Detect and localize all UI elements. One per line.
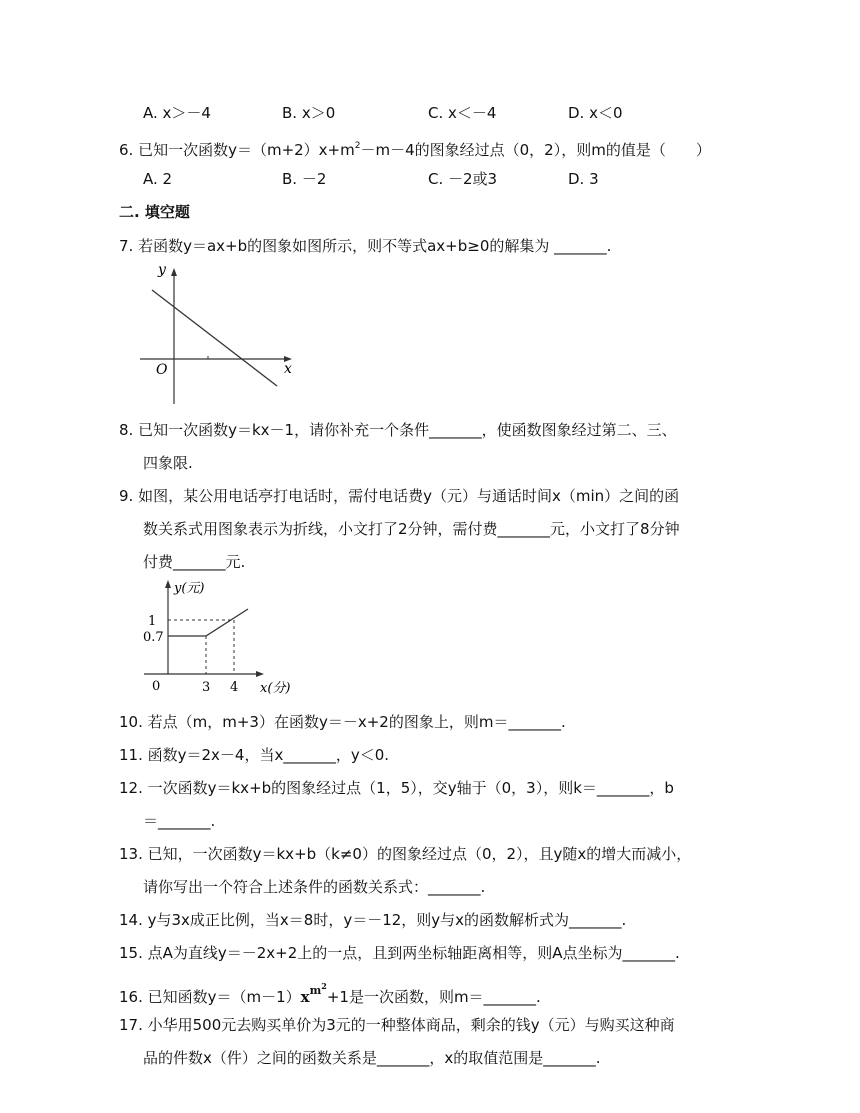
graph-q7-line	[152, 290, 277, 386]
question-9-line-1: 9. 如图，某公用电话亭打电话时，需付电话费y（元）与通话时间x（min）之间的函	[119, 487, 680, 505]
question-9-line-3: 付费_______元.	[143, 553, 246, 571]
graph-q9-x-label: x(分)	[260, 681, 291, 696]
q5-option-b: B. x＞0	[282, 104, 336, 122]
q6-option-d: D. 3	[568, 170, 599, 188]
graph-q9-x-tick-4: 4	[230, 680, 239, 695]
question-16	[119, 976, 541, 1007]
question-8-line-1: 8. 已知一次函数y＝kx－1，请你补充一个条件_______，使函数图象经过第二、三、	[119, 421, 677, 439]
q6-option-c: C. －2或3	[428, 170, 498, 188]
question-6	[119, 136, 711, 160]
q6-superscript: 2	[354, 141, 361, 151]
q5-option-c: C. x＜－4	[428, 104, 497, 122]
question-10: 10. 若点（m，m+3）在函数y＝－x+2的图象上，则m＝_______.	[119, 713, 566, 731]
q5-option-a: A. x＞－4	[143, 104, 211, 122]
question-12-line-1: 12. 一次函数y＝kx+b的图象经过点（1，5），交y轴于（0，3），则k＝_______，b	[119, 779, 674, 797]
q16-exponent	[309, 981, 327, 997]
graph-q9-polyline	[168, 609, 248, 636]
graph-q7-y-label: y	[158, 262, 166, 278]
question-17-line-2: 品的件数x（件）之间的函数关系是_______，x的取值范围是_______.	[143, 1049, 601, 1067]
question-9-line-2: 数关系式用图象表示为折线，小文打了2分钟，需付费_______元，小文打了8分钟	[143, 520, 680, 538]
question-17-line-1: 17. 小华用500元去购买单价为3元的一种整体商品，剩余的钱y（元）与购买这种商	[119, 1016, 675, 1034]
question-13-line-1: 13. 已知，一次函数y＝kx+b（k≠0）的图象经过点（0，2），且y随x的增大而减小，	[119, 845, 692, 863]
section-title-fill-in: 二. 填空题	[119, 203, 190, 221]
q16-base-x: x	[300, 988, 310, 1006]
graph-q9-y-tick-1: 1	[148, 614, 157, 629]
question-12-line-2: ＝_______.	[143, 812, 216, 830]
question-13-line-2: 请你写出一个符合上述条件的函数关系式：_______.	[143, 878, 486, 896]
q16-text-start: 16. 已知函数y＝（m－1）	[119, 988, 301, 1006]
graph-q9-y-arrow	[165, 580, 171, 588]
question-8-line-2: 四象限.	[143, 454, 193, 472]
q5-option-d: D. x＜0	[568, 104, 623, 122]
question-7: 7. 若函数y＝ax+b的图象如图所示，则不等式ax+b≥0的解集为 _______.	[119, 237, 612, 255]
graph-q9	[138, 576, 318, 700]
q16-text-end: +1是一次函数，则m＝_______.	[326, 988, 541, 1006]
graph-q7-origin-label: O	[156, 362, 168, 378]
q6-text-start: 6. 已知一次函数y＝（m+2）x+m	[119, 141, 355, 159]
q6-text-end: －m－4的图象经过点（0，2），则m的值是（ ）	[360, 141, 711, 159]
question-11: 11. 函数y＝2x－4，当x_______，y＜0.	[119, 746, 390, 764]
graph-q9-origin-label: 0	[152, 679, 161, 694]
question-14: 14. y与3x成正比例，当x＝8时，y＝－12，则y与x的函数解析式为_______.	[119, 911, 627, 929]
q6-option-a: A. 2	[143, 170, 173, 188]
q16-exponent-2: 2	[321, 981, 327, 991]
q16-exponent-m: m	[309, 984, 322, 997]
graph-q9-y-label: y(元)	[174, 581, 205, 596]
graph-q7-y-arrow	[171, 268, 177, 276]
graph-q9-x-tick-3: 3	[202, 680, 211, 695]
graph-q9-y-tick-07: 0.7	[143, 630, 164, 645]
graph-q7-x-label: x	[284, 361, 292, 377]
question-15: 15. 点A为直线y＝－2x+2上的一点，且到两坐标轴距离相等，则A点坐标为_______.	[119, 944, 680, 962]
graph-q7	[138, 262, 298, 408]
graph-q9-x-arrow	[256, 671, 264, 677]
q6-option-b: B. －2	[282, 170, 327, 188]
